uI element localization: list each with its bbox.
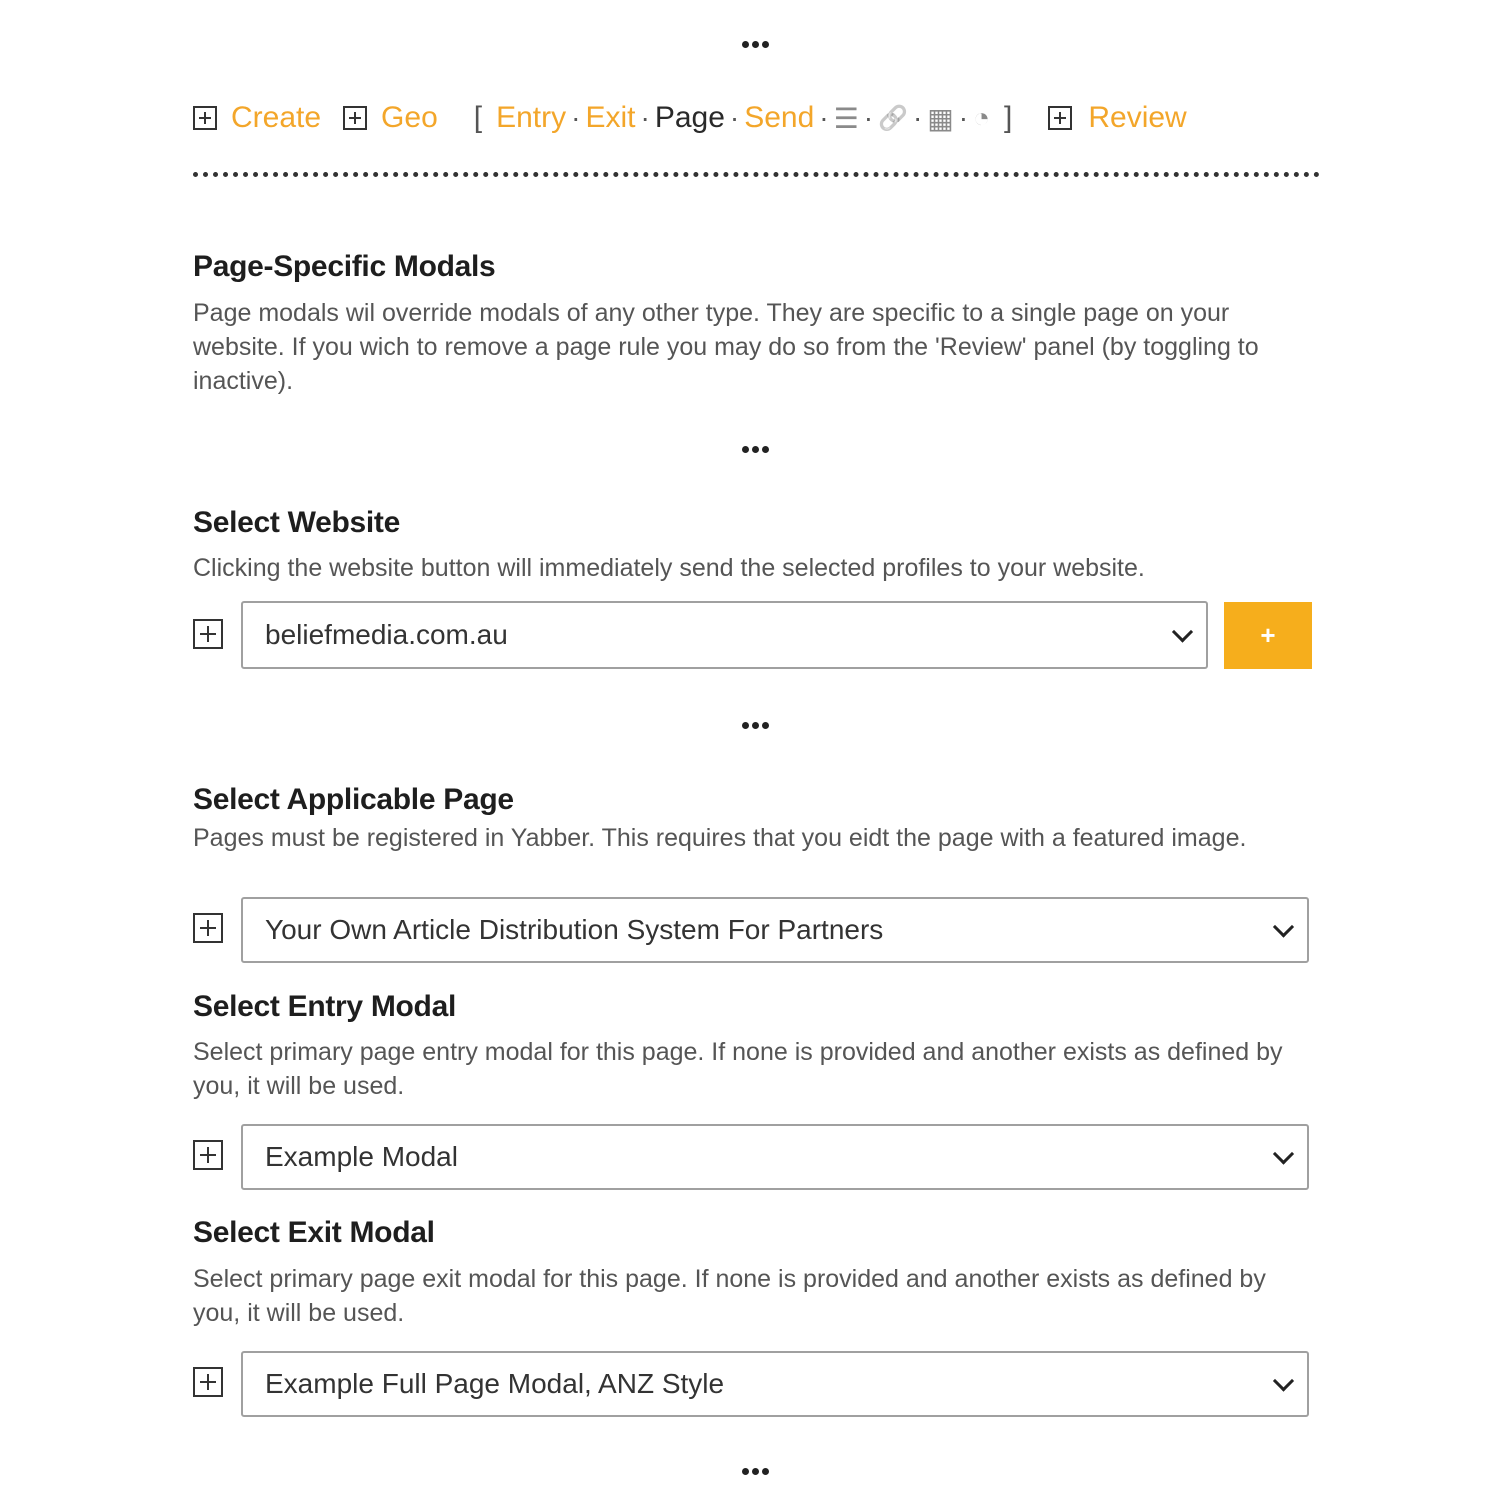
page-modals-description: Page modals wil override modals of any other type. They are specific to a single page on your website. If you wich to remove a page rule you may do so from the 'Review' panel (by toggling to inactive). <box>193 299 1259 395</box>
step-nav <box>193 96 1187 140</box>
nav-separator: · <box>729 102 740 133</box>
nav-separator: · <box>819 102 829 133</box>
page-title: Select Applicable Page <box>193 783 514 816</box>
geo-plus-icon[interactable] <box>343 106 367 130</box>
page-description: Pages must be registered in Yabber. This requires that you eidt the page with a featured image. <box>193 824 1247 852</box>
chevron-down-icon <box>1273 1143 1294 1164</box>
chart-icon[interactable]: ◔ <box>973 102 990 133</box>
page-select[interactable] <box>241 897 1309 963</box>
more-dots-icon <box>735 443 775 455</box>
website-description: Clicking the website button will immediately send the selected profiles to your website. <box>193 554 1145 582</box>
dotted-divider <box>193 172 1320 177</box>
entry-modal-description: Select primary page entry modal for this page. If none is provided and another exists as defined by you, it will be used. <box>193 1038 1283 1100</box>
website-plus-icon[interactable] <box>193 619 223 649</box>
page-select-value: Your Own Article Distribution System For Partners <box>265 914 884 945</box>
exit-modal-title: Select Exit Modal <box>193 1216 435 1249</box>
nav-separator: · <box>958 102 969 133</box>
nav-separator: · <box>640 102 650 133</box>
page-modals-title: Page-Specific Modals <box>193 250 496 283</box>
calendar-icon[interactable]: ▦ <box>927 102 954 134</box>
list-icon[interactable]: ☰ <box>833 102 859 134</box>
nav-review-link[interactable]: Review <box>1088 101 1187 134</box>
entry-modal-title: Select Entry Modal <box>193 990 457 1023</box>
open-bracket: [ <box>473 101 483 134</box>
page-plus-icon[interactable] <box>193 913 223 943</box>
exit-modal-select-value: Example Full Page Modal, ANZ Style <box>265 1368 725 1399</box>
entry-modal-select[interactable] <box>241 1124 1309 1190</box>
entry-modal-select-value: Example Modal <box>265 1141 458 1172</box>
entry-modal-plus-icon[interactable] <box>193 1140 223 1170</box>
review-plus-icon[interactable] <box>1048 106 1072 130</box>
website-select-value: beliefmedia.com.au <box>265 619 508 650</box>
website-title: Select Website <box>193 506 401 539</box>
close-bracket: ] <box>1004 101 1013 134</box>
more-dots-icon <box>735 38 775 50</box>
website-select[interactable] <box>241 601 1208 669</box>
nav-entry-link[interactable]: Entry <box>496 101 567 134</box>
more-dots-icon <box>735 1465 775 1477</box>
more-dots-icon <box>735 719 775 731</box>
create-plus-icon[interactable] <box>193 106 217 130</box>
chevron-down-icon <box>1273 1370 1294 1391</box>
exit-modal-plus-icon[interactable] <box>193 1367 223 1397</box>
exit-modal-select[interactable] <box>241 1351 1309 1417</box>
nav-separator: · <box>571 102 581 133</box>
chevron-down-icon <box>1172 621 1193 642</box>
nav-separator: · <box>863 102 874 133</box>
nav-exit-link[interactable]: Exit <box>585 101 636 134</box>
exit-modal-description: Select primary page exit modal for this page. If none is provided and another exists as defined by you, it will be used. <box>193 1265 1266 1327</box>
nav-separator: · <box>912 102 923 133</box>
nav-send-link[interactable]: Send <box>744 101 815 134</box>
nav-page-current: Page <box>654 101 725 134</box>
nav-geo-link[interactable]: Geo <box>381 101 438 134</box>
chevron-down-icon <box>1273 916 1294 937</box>
add-website-button[interactable]: + <box>1224 602 1312 669</box>
nav-create-link[interactable]: Create <box>231 101 322 134</box>
link-icon[interactable]: 🔗 <box>878 104 908 132</box>
